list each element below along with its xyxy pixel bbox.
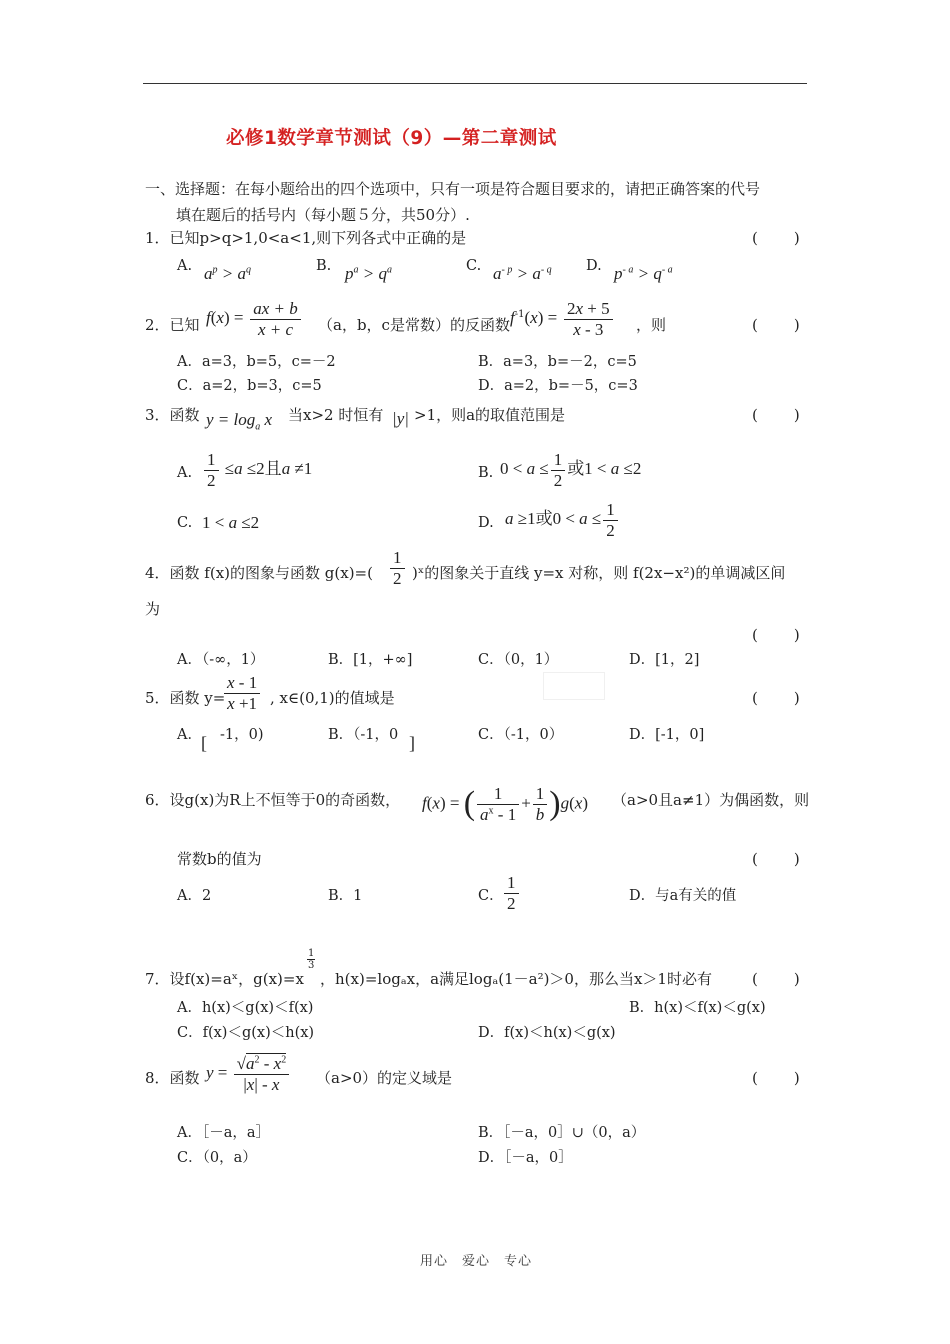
question-7-answer-bracket: ( )	[752, 970, 802, 988]
question-4-stem-part2: )ˣ的图象关于直线 y=x 对称，则 f(2x−x²)的单调减区间	[412, 564, 786, 582]
question-3-answer-bracket: ( )	[752, 406, 802, 424]
question-5-option-a-label: A．	[177, 727, 202, 743]
faint-box	[543, 672, 605, 700]
question-6-answer-bracket: ( )	[752, 850, 802, 868]
question-6-suffix: （a>0且a≠1）为偶函数，则	[612, 791, 810, 809]
question-3-option-d-label: D.	[478, 515, 494, 531]
question-7-option-a: A．h(x)＜g(x)＜f(x)	[177, 1000, 314, 1016]
question-3-option-c-math: 1 < a ≤2	[202, 513, 260, 532]
question-1-option-c-math: $a^{- p} > a^{- q}$	[493, 264, 552, 283]
question-4-option-b: B．[1，+∞]	[328, 652, 413, 668]
question-3-log-formula: $y = \log_a x$	[206, 410, 273, 433]
question-4-stem-part3: 为	[145, 600, 161, 618]
question-2-option-b: B．a=3，b=－2，c=5	[478, 354, 637, 370]
question-1-option-a-math: $a^p > a^q$	[204, 264, 251, 283]
question-2-answer-bracket: ( )	[752, 316, 802, 334]
question-4-stem-part1: 4．函数 f(x)的图象与函数 g(x)=(	[145, 564, 373, 582]
question-5-option-a-value: -1，0)	[220, 727, 264, 743]
page-footer: 用心 爱心 专心	[420, 1254, 533, 1269]
section-instruction-line2: 填在题后的括号内（每小题５分，共50分）.	[176, 206, 470, 224]
question-6-prefix: 6．设g(x)为R上不恒等于0的奇函数，	[145, 791, 401, 809]
question-1-option-a-label: A.	[177, 258, 193, 274]
question-1-option-b-math: $p^a > q^a$	[345, 264, 392, 283]
question-4-option-d: D．[1，2]	[629, 652, 700, 668]
question-5-fraction: $\frac{x - 1}{x +1}$	[222, 673, 262, 713]
question-4-fraction: $\frac{1}{2}$	[388, 548, 407, 588]
question-3-middle: 当x>2 时恒有	[288, 406, 384, 424]
question-2-option-d: D．a=2，b=－5，c=3	[478, 378, 638, 394]
question-4-option-c: C．（0，1）	[478, 652, 559, 668]
header-rule	[143, 83, 807, 84]
question-2-option-a: A．a=3，b=5，c=－2	[177, 354, 336, 370]
question-5-option-c: C．（-1，0）	[478, 727, 564, 743]
question-7-option-b: B．h(x)＜f(x)＜g(x)	[629, 1000, 766, 1016]
question-1-answer-bracket: ( )	[752, 229, 802, 247]
question-6-formula: f(x) = ( $\frac{1}{a^x - 1}$ + $\frac{1}{b}$ )g(x)	[422, 784, 589, 824]
question-5-option-b-bracket: ]	[409, 733, 415, 753]
question-3-suffix: >1，则a的取值范围是	[414, 406, 566, 424]
question-8-option-b: B．［－a，0］∪（0，a）	[478, 1125, 646, 1141]
section-instruction-line1: 一、选择题：在每小题给出的四个选项中，只有一项是符合题目要求的，请把正确答案的代号	[145, 180, 761, 198]
question-2-middle: （a，b，c是常数）的反函数	[318, 316, 510, 334]
question-5-option-d: D．[-1，0]	[629, 727, 705, 743]
question-3-abs-y: |y|	[392, 409, 409, 428]
question-5-suffix: , x∈(0,1)的值域是	[270, 689, 395, 707]
question-3-option-b-label: B.	[478, 465, 494, 481]
question-3-option-b-math: 0 < a ≤ $\frac{1}{2}$ 或1 < a ≤2	[500, 450, 642, 490]
question-1-option-b-label: B.	[316, 258, 332, 274]
question-8-option-c: C．（0，a）	[177, 1150, 257, 1166]
question-3-option-a-label: A.	[177, 465, 193, 481]
question-6-option-d: D．与a有关的值	[629, 888, 737, 904]
question-7-exponent-fraction: 1 3	[308, 948, 315, 971]
question-2-option-c: C．a=2，b=3，c=5	[177, 378, 322, 394]
question-2-suffix: ，则	[636, 316, 667, 334]
question-5-answer-bracket: ( )	[752, 689, 802, 707]
question-3-option-c-label: C.	[177, 515, 193, 531]
question-5-option-a-bracket: [	[201, 733, 207, 753]
question-1-option-d-math: $p^{- a} > q^{- a}$	[614, 264, 673, 283]
question-3-option-d-math: a ≥1或0 < a ≤ $\frac{1}{2}$	[505, 500, 620, 540]
question-5-option-b: B．（-1，0	[328, 727, 399, 743]
question-7-option-c: C．f(x)＜g(x)＜h(x)	[177, 1025, 315, 1041]
question-1-stem: 1．已知p>q>1,0<a<1,则下列各式中正确的是	[145, 229, 467, 247]
question-1-option-c-label: C.	[466, 258, 482, 274]
question-6-option-b: B．1	[328, 888, 363, 904]
question-6-option-a: A．2	[177, 888, 212, 904]
question-8-option-a: A．［－a，a］	[177, 1125, 271, 1141]
question-7-stem-part2: ，h(x)=logₐx，a满足logₐ(1－a²)＞0，那么当x＞1时必有	[320, 970, 712, 988]
question-4-answer-bracket: ( )	[752, 626, 802, 644]
question-8-prefix: 8．函数	[145, 1069, 200, 1087]
question-2-function-formula: f(x) = $\frac{ax + b}{x + c}$	[206, 299, 303, 339]
question-8-formula: y = $\frac{√a^2 - x^2}{|x| - x}$	[206, 1054, 291, 1094]
question-6-option-c-fraction: $\frac{1}{2}$	[502, 873, 521, 913]
question-6-option-c-label: C．	[478, 888, 504, 904]
question-5-prefix: 5．函数 y=	[145, 689, 226, 707]
question-1-option-d-label: D.	[586, 258, 602, 274]
page-title: 必修1数学章节测试（9）—第二章测试	[226, 128, 557, 149]
question-8-option-d: D．［－a，0］	[478, 1150, 573, 1166]
question-2-prefix: 2．已知	[145, 316, 200, 334]
question-8-suffix: （a>0）的定义域是	[316, 1069, 453, 1087]
question-2-inverse-formula: $f^{-1}(x)$ = $\frac{2x + 5}{x - 3}$	[510, 299, 615, 339]
question-8-answer-bracket: ( )	[752, 1069, 802, 1087]
question-3-prefix: 3．函数	[145, 406, 200, 424]
question-7-stem-part1: 7．设f(x)=aˣ，g(x)=x	[145, 970, 304, 988]
question-4-option-a: A．（-∞，1）	[177, 652, 265, 668]
question-6-line2: 常数b的值为	[177, 850, 262, 868]
question-7-option-d: D．f(x)＜h(x)＜g(x)	[478, 1025, 616, 1041]
question-3-option-a-math: $\frac{1}{2}$ ≤a ≤2且a ≠1	[202, 450, 312, 490]
